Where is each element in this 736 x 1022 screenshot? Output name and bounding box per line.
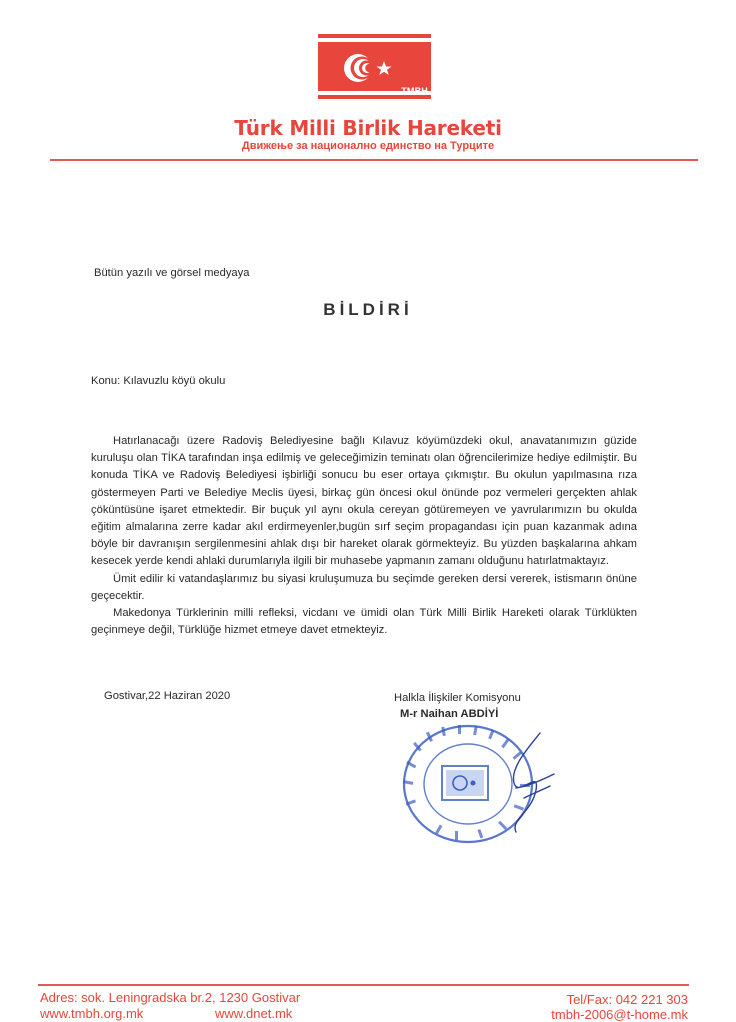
- handwritten-signature: [480, 728, 560, 838]
- organization-name: Türk Milli Birlik Hareketi: [234, 116, 502, 140]
- footer-address: Adres: sok. Leningradska br.2, 1230 Gostivar: [40, 990, 301, 1005]
- body-paragraph: Hatırlanacağı üzere Radoviş Belediyesine bağlı Kılavuz köyümüzdeki okul, anavatanımızın güzide kuruluşu olan TİKA tarafından inşa edilmiş ve geleceğimizin teminatı olan öğrencilerimize hediye edilmiştir. Bu konuda TİKA ve Radoviş Belediyesi işbirliği sonucu bu eser ortaya çıkmıştır. Bu okulun yapılmasına rıza göstermeyen Parti ve Belediye Meclis üyesi, birkaç gün öncesi okul önünde poz vermeleri gerçekten ahlak çöküntüsüne işaret etmektedir. Bir buçuk yıl aynı okula cereyan götüremeyen ve yavrularımızın bu okulda eğitim almalarına zerre kadar akıl erdirmeyenler,bugün sırf seçim propagandası için puan kazanmak adına böyle bir davranışın sergilenmesini ahlak dışı bir hareket olarak görmekteyiz. Bu yüzden başkalarına ahkam kesecek yerde kendi ahlaki durumlarıyla ilgili bir muhasebe yapmanın zamanı olduğunu hatırlatmaktayız.: [91, 435, 637, 568]
- footer-website-primary[interactable]: www.tmbh.org.mk: [40, 1006, 144, 1021]
- footer-email[interactable]: tmbh-2006@t-home.mk: [551, 1007, 688, 1022]
- footer-phone: Tel/Fax: 042 221 303: [566, 992, 688, 1007]
- letter-body: [91, 433, 637, 639]
- subject-line: Konu: Kılavuzlu köyü okulu: [91, 375, 226, 387]
- body-paragraph: Makedonya Türklerinin milli refleksi, vicdanı ve ümidi olan Türk Milli Birlik Hareketi olarak Türklükten geçinmeye değil, Türklüğe hizmet etmeye davet etmekteyiz.: [91, 607, 637, 637]
- document-title: BİLDİRİ: [323, 300, 413, 319]
- flag-abbreviation: TMBH: [401, 86, 428, 96]
- footer-divider: [38, 984, 689, 986]
- committee-name: Halkla İlişkiler Komisyonu: [394, 692, 521, 704]
- organization-subtitle: Движење за национално единство на Турците: [241, 140, 495, 152]
- header-divider: [50, 159, 698, 161]
- place-date: Gostivar,22 Haziran 2020: [104, 690, 231, 702]
- footer-website-secondary[interactable]: www.dnet.mk: [215, 1006, 293, 1021]
- signer-name: M-r Naihan ABDİYİ: [400, 708, 499, 720]
- recipient-line: Bütün yazılı ve görsel medyaya: [94, 267, 250, 279]
- body-paragraph: Ümit edilir ki vatandaşlarımız bu siyasi kruluşumuza bu seçimde gereken dersi vererek, istismarın önüne geçecektir.: [91, 572, 637, 602]
- party-flag-logo: [318, 34, 431, 99]
